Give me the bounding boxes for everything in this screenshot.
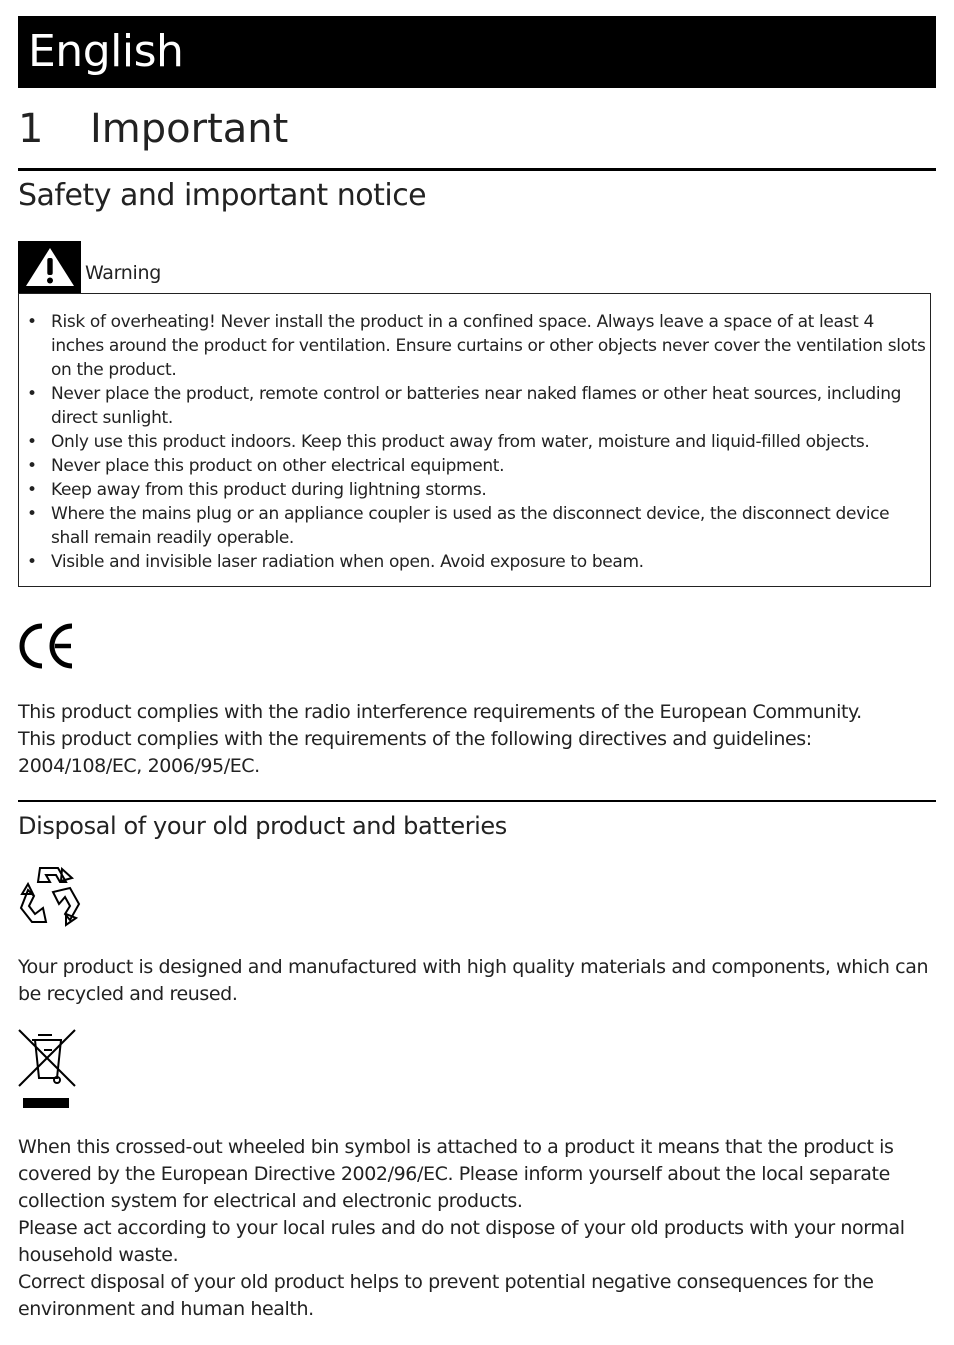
warning-list [25, 310, 926, 574]
warning-item: • Keep away from this product during lightning storms. [25, 478, 926, 502]
chapter-number: 1 [18, 106, 44, 152]
recycle-icon [18, 864, 936, 928]
warning-item: • Never place this product on other electrical equipment. [25, 454, 926, 478]
language-banner [18, 16, 936, 88]
warning-icon [18, 241, 81, 293]
chapter-title: Important [90, 106, 289, 152]
warning-item: • Only use this product indoors. Keep this product away from water, moisture and liquid-filled objects. [25, 430, 926, 454]
crossed-out-wheeled-bin-icon [18, 1028, 936, 1112]
language-title: English [28, 26, 184, 77]
disposal-text [18, 1134, 936, 1323]
manual-page [18, 16, 936, 1323]
compliance-line: This product complies with the requirements of the following directives and guidelines: 2004/108/EC, 2006/95/EC. [18, 728, 812, 777]
warning-item: • Where the mains plug or an appliance coupler is used as the disconnect device, the disconnect device shall remain readily operable. [25, 502, 926, 550]
ce-mark-icon [18, 623, 936, 669]
warning-label: Warning [85, 262, 162, 284]
recycle-text: Your product is designed and manufactured with high quality materials and components, which can be recycled and reused. [18, 956, 929, 1005]
warning-item: • Never place the product, remote control or batteries near naked flames or other heat sources, including direct sunlight. [25, 382, 926, 430]
warning-box [18, 293, 931, 587]
compliance-line: This product complies with the radio interference requirements of the European Community. [18, 701, 862, 723]
disposal-paragraph: When this crossed-out wheeled bin symbol is attached to a product it means that the product is covered by the European Directive 2002/96/EC. Please inform yourself about the local separate collection system for electrical and electronic products. [18, 1136, 894, 1212]
safety-heading: Safety and important notice [18, 178, 427, 213]
section-divider [18, 800, 936, 802]
warning-header [18, 241, 936, 293]
disposal-paragraph: Correct disposal of your old product helps to prevent potential negative consequences for the environment and human health. [18, 1271, 874, 1320]
warning-item: • Visible and invisible laser radiation when open. Avoid exposure to beam. [25, 550, 926, 574]
warning-item: • Risk of overheating! Never install the product in a confined space. Always leave a space of at least 4 inches around the product for ventilation. Ensure curtains or other objects never cover the ventilation slots on the product. [25, 310, 926, 382]
compliance-text [18, 699, 936, 780]
disposal-heading: Disposal of your old product and batteries [18, 812, 507, 840]
chapter-heading [18, 104, 936, 171]
disposal-paragraph: Please act according to your local rules and do not dispose of your old products with your normal household waste. [18, 1217, 905, 1266]
